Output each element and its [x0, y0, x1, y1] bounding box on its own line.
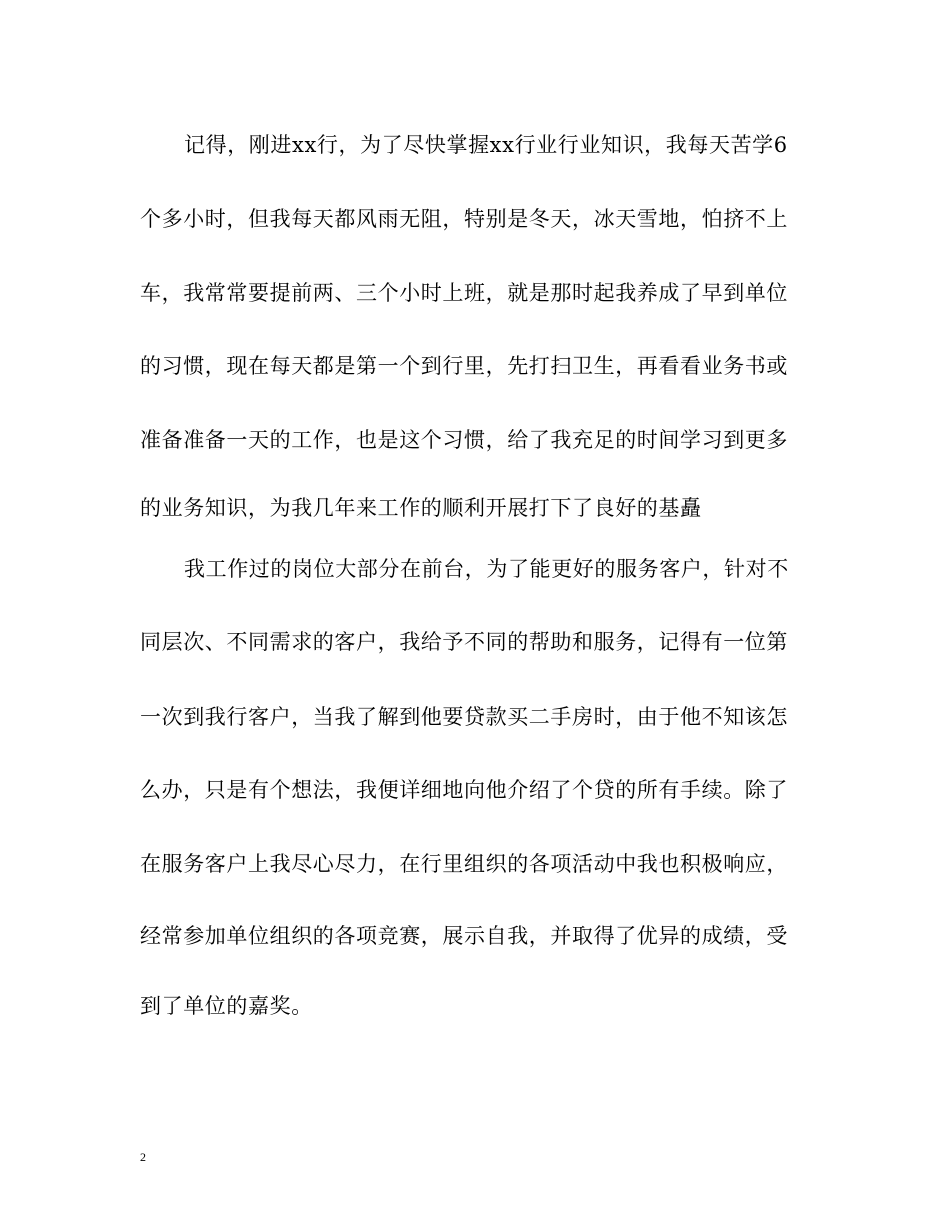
paragraph-line: 个多小时，但我每天都风雨无阻，特别是冬天，冰天雪地，怕挤不上: [140, 207, 788, 231]
paragraph-line: 车，我常常要提前两、三个小时上班，就是那时起我养成了早到单位: [140, 281, 788, 305]
paragraph-line: 到了单位的嘉奖。: [140, 994, 313, 1018]
paragraph-line: 一次到我行客户，当我了解到他要贷款买二手房时，由于他不知该怎: [140, 705, 788, 729]
paragraph-line: 我工作过的岗位大部分在前台，为了能更好的服务客户，针对不: [184, 557, 789, 581]
paragraph-line: 准备准备一天的工作，也是这个习惯，给了我充足的时间学习到更多: [140, 428, 788, 452]
page-number: 2: [140, 1150, 146, 1164]
paragraph-line: 经常参加单位组织的各项竞赛，展示自我，并取得了优异的成绩，受: [140, 924, 788, 948]
paragraph-line: 同层次、不同需求的客户，我给予不同的帮助和服务，记得有一位第: [140, 630, 788, 654]
paragraph-line: 的业务知识，为我几年来工作的顺利开展打下了良好的基矗: [140, 496, 702, 520]
paragraph-line: 记得，刚进xx行，为了尽快掌握xx行业行业知识，我每天苦学6: [184, 133, 788, 157]
paragraph-line: 在服务客户上我尽心尽力，在行里组织的各项活动中我也积极响应，: [140, 852, 788, 876]
paragraph-line: 么办，只是有个想法，我便详细地向他介绍了个贷的所有手续。除了: [140, 778, 788, 802]
paragraph-line: 的习惯，现在每天都是第一个到行里，先打扫卫生，再看看业务书或: [140, 354, 788, 378]
